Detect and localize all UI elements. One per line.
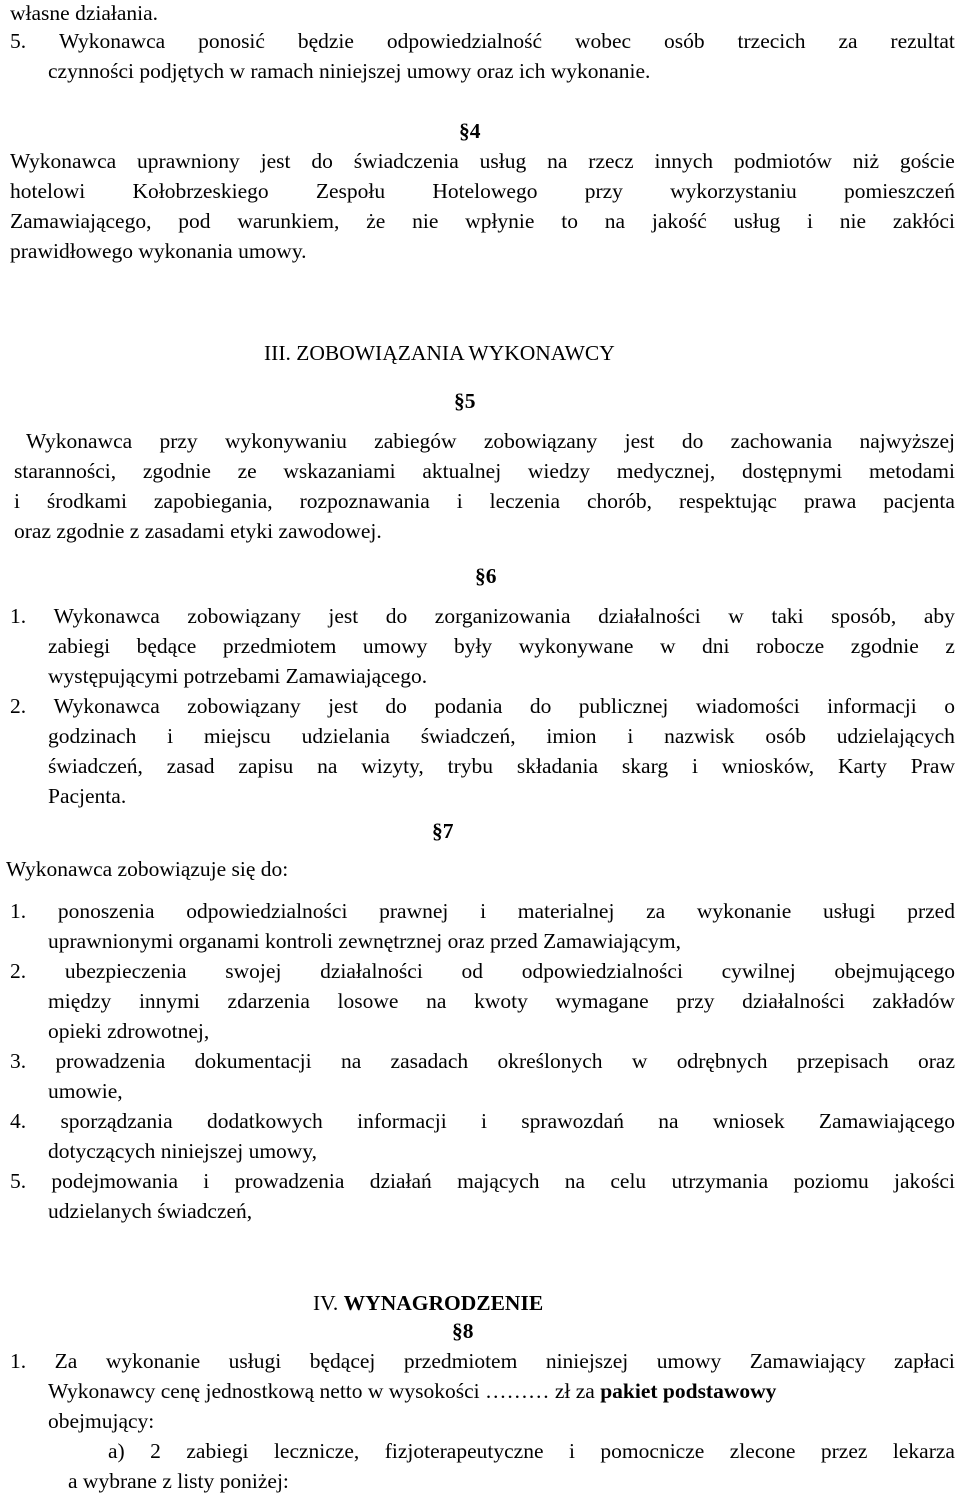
word: zobowiązany xyxy=(187,694,301,718)
text-line xyxy=(10,603,955,629)
text-line xyxy=(48,753,955,779)
text-line xyxy=(10,958,955,984)
word: Wykonawca xyxy=(26,429,133,453)
word: rzecz xyxy=(588,149,634,173)
word: niż xyxy=(852,149,880,173)
text-line: udzielanych świadczeń, xyxy=(48,1199,253,1223)
word: odpowiedzialność xyxy=(386,29,543,53)
word: usług xyxy=(733,209,781,233)
word: uprawniony xyxy=(137,149,240,173)
word: na xyxy=(317,754,338,778)
word: informacji xyxy=(357,1109,447,1133)
word: usług xyxy=(479,149,527,173)
word: sposób, xyxy=(831,604,897,628)
word: leczenia xyxy=(489,489,561,513)
word: prowadzenia xyxy=(234,1169,345,1193)
word: lekarza xyxy=(892,1439,955,1463)
word: Kołobrzeskiego xyxy=(132,179,269,203)
word: wniosek xyxy=(712,1109,785,1133)
text-line xyxy=(10,1168,955,1194)
word: świadczeń, xyxy=(48,754,143,778)
word: sporządzania xyxy=(60,1109,173,1133)
text-line: dotyczących niniejszej umowy, xyxy=(48,1139,318,1163)
word: oraz xyxy=(918,1049,955,1073)
word: Zamawiającego xyxy=(818,1109,955,1133)
text-line xyxy=(10,148,955,174)
word: były xyxy=(453,634,493,658)
word: określonych xyxy=(497,1049,603,1073)
word: materialnej xyxy=(517,899,615,923)
word: między xyxy=(48,989,112,1013)
word: zapłaci xyxy=(894,1349,955,1373)
word: jest xyxy=(260,149,291,173)
word: jest xyxy=(328,604,359,628)
section-mark-8: §8 xyxy=(452,1319,474,1343)
word: pomieszczeń xyxy=(843,179,955,203)
package-name: pakiet podstawowy xyxy=(600,1379,777,1403)
text-line: występującymi potrzebami Zamawiającego. xyxy=(48,664,428,688)
text-line: Pacjenta. xyxy=(48,784,127,808)
word: wykonywane xyxy=(518,634,634,658)
word: wniosków, xyxy=(721,754,815,778)
word: z xyxy=(945,634,955,658)
text-line xyxy=(10,28,955,54)
text-line xyxy=(26,428,955,454)
word: usługi xyxy=(822,899,876,923)
word: wykonanie xyxy=(105,1349,201,1373)
word: 5. xyxy=(10,29,27,53)
word: i xyxy=(481,1109,487,1133)
word: i xyxy=(456,489,463,513)
word: miejscu xyxy=(203,724,271,748)
text-line: uprawnionymi organami kontroli zewnętrznej oraz przed Zamawiającym, xyxy=(48,929,682,953)
word: to xyxy=(561,209,578,233)
text-line xyxy=(10,898,955,924)
word: Zespołu xyxy=(315,179,386,203)
section-mark-4: §4 xyxy=(459,119,481,143)
text-line xyxy=(108,1438,955,1464)
word: nie xyxy=(839,209,867,233)
word: utrzymania xyxy=(671,1169,769,1193)
word: hotelowi xyxy=(10,179,86,203)
word: 1. xyxy=(10,604,27,628)
word: osób xyxy=(765,724,806,748)
word: godzinach xyxy=(48,724,137,748)
word: zabiegów xyxy=(374,429,457,453)
word: wizyty, xyxy=(361,754,424,778)
word: odpowiedzialności xyxy=(521,959,683,983)
word: nazwisk xyxy=(664,724,735,748)
word: Zamawiający xyxy=(749,1349,866,1373)
word: ubezpieczenia xyxy=(64,959,187,983)
word: robocze xyxy=(756,634,825,658)
word: fizjoterapeutyczne xyxy=(384,1439,544,1463)
word: publicznej xyxy=(578,694,669,718)
word: trzecich xyxy=(737,29,806,53)
word: przedmiotem xyxy=(403,1349,518,1373)
word: goście xyxy=(899,149,955,173)
word: podejmowania xyxy=(51,1169,178,1193)
word: działalności xyxy=(320,959,423,983)
word: Wykonawca xyxy=(59,29,166,53)
word: zapobiegania, xyxy=(153,489,273,513)
word: respektując xyxy=(678,489,777,513)
word: swojej xyxy=(225,959,282,983)
word: do xyxy=(311,149,333,173)
word: zachowania xyxy=(730,429,833,453)
word: Karty xyxy=(837,754,887,778)
word: działalności xyxy=(598,604,701,628)
word: zabiegi xyxy=(48,634,111,658)
word: 2. xyxy=(10,959,27,983)
text-line: własne działania. xyxy=(10,1,159,25)
word: zasad xyxy=(166,754,215,778)
text-line xyxy=(10,1108,955,1134)
word: udzielania xyxy=(301,724,390,748)
word: podania xyxy=(434,694,503,718)
word: świadczenia xyxy=(353,149,459,173)
word: dodatkowych xyxy=(206,1109,323,1133)
word: Zamawiającego, xyxy=(10,209,152,233)
word: skarg xyxy=(621,754,669,778)
text-line: umowie, xyxy=(48,1079,123,1103)
word: na xyxy=(340,1049,362,1073)
word: zdarzenia xyxy=(227,989,310,1013)
word: wpłynie xyxy=(465,209,535,233)
word: jest xyxy=(328,694,358,718)
text-line xyxy=(10,1048,955,1074)
word: wskazaniami xyxy=(283,459,396,483)
section-number: IV. xyxy=(313,1291,344,1315)
word: 2. xyxy=(10,694,27,718)
word: 1. xyxy=(10,899,27,923)
word: prowadzenia xyxy=(55,1049,166,1073)
word: wymagane xyxy=(555,989,649,1013)
word: chorób, xyxy=(586,489,653,513)
word: na xyxy=(564,1169,586,1193)
word: poziomu xyxy=(793,1169,869,1193)
word: i xyxy=(167,724,174,748)
section-mark-6: §6 xyxy=(475,564,497,588)
word: zgodnie xyxy=(142,459,211,483)
word: przy xyxy=(159,429,198,453)
word: innych xyxy=(654,149,714,173)
text-line: oraz zgodnie z zasadami etyki zawodowej. xyxy=(14,519,382,543)
word: do xyxy=(529,694,552,718)
word: usługi xyxy=(228,1349,282,1373)
word: przy xyxy=(676,989,715,1013)
word: i xyxy=(203,1169,210,1193)
word: i xyxy=(807,209,813,233)
text-line xyxy=(10,208,955,234)
section-heading-3: III. ZOBOWIĄZANIA WYKONAWCY xyxy=(264,341,615,365)
word: na xyxy=(658,1109,679,1133)
word: w xyxy=(659,634,676,658)
word: mających xyxy=(457,1169,540,1193)
word: Wykonawca xyxy=(53,694,160,718)
text-line xyxy=(10,1348,955,1374)
word: zakłóci xyxy=(892,209,955,233)
word: na xyxy=(547,149,568,173)
word: aby xyxy=(923,604,955,628)
section-mark-5: §5 xyxy=(454,389,476,413)
word: środkami xyxy=(46,489,127,513)
word: ponosić xyxy=(198,29,265,53)
word: do xyxy=(385,604,408,628)
word: 4. xyxy=(10,1109,27,1133)
word: dokumentacji xyxy=(194,1049,312,1073)
word: losowe xyxy=(337,989,399,1013)
word: że xyxy=(366,209,386,233)
text-line: prawidłowego wykonania umowy. xyxy=(10,239,307,263)
word: rozpoznawania xyxy=(299,489,430,513)
word: będącej xyxy=(309,1349,376,1373)
word: umowy xyxy=(362,634,428,658)
word: i xyxy=(568,1439,575,1463)
word: rezultat xyxy=(890,29,955,53)
word: innymi xyxy=(138,989,200,1013)
word: trybu xyxy=(447,754,494,778)
word: przed xyxy=(907,899,955,923)
price-text: Wykonawcy cenę jednostkową netto w wysokości ……… zł za xyxy=(48,1379,601,1403)
word: Praw xyxy=(910,754,955,778)
word: staranności, xyxy=(14,459,117,483)
text-line xyxy=(14,458,955,484)
word: niniejszej xyxy=(545,1349,629,1373)
word: najwyższej xyxy=(859,429,955,453)
word: informacji xyxy=(827,694,917,718)
word: będące xyxy=(136,634,197,658)
word: do xyxy=(385,694,407,718)
word: przy xyxy=(584,179,623,203)
word: zlecone xyxy=(729,1439,796,1463)
word: taki xyxy=(771,604,804,628)
word: Za xyxy=(54,1349,78,1373)
word: obejmującego xyxy=(834,959,955,983)
text-line: opieki zdrowotnej, xyxy=(48,1019,210,1043)
word: zorganizowania xyxy=(434,604,571,628)
word: prawnej xyxy=(379,899,449,923)
word: metodami xyxy=(869,459,955,483)
word: od xyxy=(461,959,484,983)
text-line: a wybrane z listy poniżej: xyxy=(68,1469,289,1493)
word: 2 xyxy=(150,1439,161,1463)
word: za xyxy=(646,899,666,923)
word: wiadomości xyxy=(695,694,800,718)
word: i xyxy=(627,724,634,748)
section-title: WYNAGRODZENIE xyxy=(343,1291,544,1315)
word: działań xyxy=(369,1169,432,1193)
word: zgodnie xyxy=(850,634,919,658)
text-line: Wykonawca zobowiązuje się do: xyxy=(6,857,289,881)
word: dostępnymi xyxy=(741,459,843,483)
word: działalności xyxy=(742,989,845,1013)
word: medycznej, xyxy=(616,459,716,483)
word: nie xyxy=(412,209,439,233)
word: kwoty xyxy=(474,989,528,1013)
word: cywilnej xyxy=(721,959,796,983)
word: 5. xyxy=(10,1169,27,1193)
text-line xyxy=(48,723,955,749)
word: składania xyxy=(516,754,599,778)
word: w xyxy=(631,1049,648,1073)
price-line xyxy=(48,1378,776,1404)
word: aktualnej xyxy=(422,459,502,483)
word: warunkiem, xyxy=(237,209,340,233)
word: do xyxy=(681,429,704,453)
word: wykonanie xyxy=(696,899,792,923)
word: zobowiązany xyxy=(483,429,598,453)
word: przedmiotem xyxy=(222,634,337,658)
word: wobec xyxy=(574,29,632,53)
word: podmiotów xyxy=(733,149,832,173)
word: wykorzystaniu xyxy=(670,179,797,203)
word: celu xyxy=(610,1169,647,1193)
word: dni xyxy=(702,634,730,658)
word: wiedzy xyxy=(527,459,590,483)
word: ponoszenia xyxy=(57,899,155,923)
word: odpowiedzialności xyxy=(186,899,348,923)
word: na xyxy=(426,989,447,1013)
word: zapisu xyxy=(238,754,294,778)
word: umowy xyxy=(656,1349,722,1373)
word: zabiegi xyxy=(186,1439,249,1463)
word: ze xyxy=(237,459,257,483)
word: przepisach xyxy=(796,1049,889,1073)
word: i xyxy=(480,899,487,923)
text-line xyxy=(48,633,955,659)
word: i xyxy=(14,489,20,513)
text-line xyxy=(14,488,955,514)
text-line: obejmujący: xyxy=(48,1409,155,1433)
word: będzie xyxy=(297,29,354,53)
text-line: czynności podjętych w ramach niniejszej umowy oraz ich wykonanie. xyxy=(48,59,651,83)
text-line xyxy=(10,178,955,204)
word: zasadach xyxy=(390,1049,469,1073)
word: Hotelowego xyxy=(432,179,538,203)
word: zakładów xyxy=(872,989,955,1013)
word: Wykonawca xyxy=(10,149,117,173)
word: o xyxy=(944,694,955,718)
word: za xyxy=(838,29,858,53)
word: zobowiązany xyxy=(187,604,301,628)
word: pacjenta xyxy=(883,489,955,513)
word: pod xyxy=(178,209,211,233)
word: osób xyxy=(664,29,705,53)
word: udzielających xyxy=(836,724,955,748)
word: jest xyxy=(624,429,655,453)
word: przez xyxy=(820,1439,868,1463)
word: lecznicze, xyxy=(273,1439,360,1463)
word: sprawozdań xyxy=(521,1109,624,1133)
word: 1. xyxy=(10,1349,27,1373)
word: wykonywaniu xyxy=(225,429,347,453)
word: prawa xyxy=(803,489,857,513)
word: a) xyxy=(108,1439,125,1463)
word: na xyxy=(604,209,626,233)
text-line xyxy=(10,693,955,719)
word: w xyxy=(728,604,744,628)
word: imion xyxy=(546,724,597,748)
word: odrębnych xyxy=(676,1049,768,1073)
word: jakość xyxy=(651,209,707,233)
word: jakości xyxy=(894,1169,955,1193)
section-heading-4 xyxy=(313,1290,543,1316)
section-mark-7: §7 xyxy=(432,819,454,843)
word: świadczeń, xyxy=(420,724,516,748)
word: 3. xyxy=(10,1049,27,1073)
word: pomocnicze xyxy=(600,1439,705,1463)
word: Wykonawca xyxy=(53,604,160,628)
text-line xyxy=(48,988,955,1014)
word: i xyxy=(691,754,698,778)
